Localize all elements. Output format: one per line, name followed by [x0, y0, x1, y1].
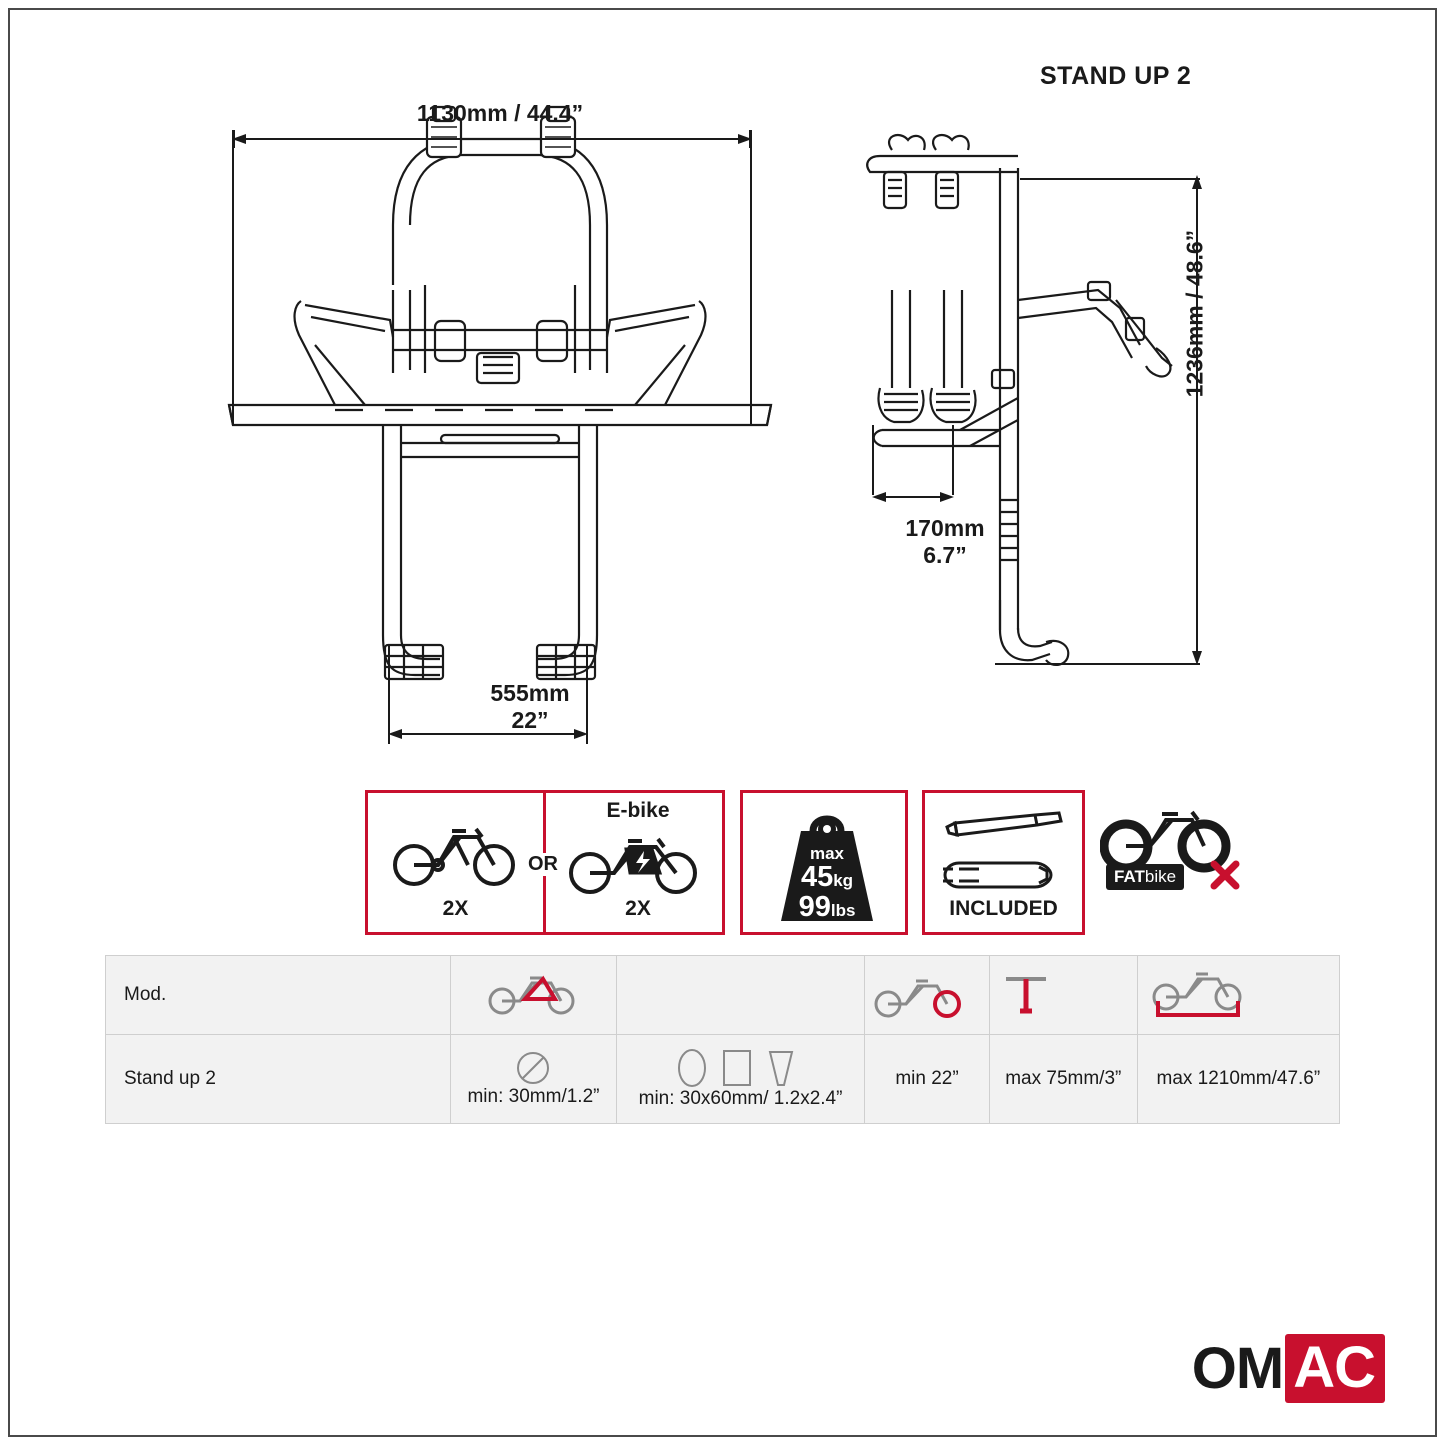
extension-line-spacing-left [872, 425, 874, 495]
page-title: STAND UP 2 [1040, 62, 1192, 90]
bike-count-label: 2X [442, 897, 469, 920]
table-header-row [106, 956, 1340, 1035]
dimension-width-bottom-line1: 555mm [490, 680, 570, 706]
dimension-spacing-line1: 170mm [905, 515, 985, 541]
table-row [106, 1035, 1340, 1124]
cell-tube-shapes [616, 1035, 864, 1124]
cell-tube-round-text: min: 30mm/1.2” [467, 1086, 600, 1107]
extension-line-spacing-right [952, 425, 954, 495]
dimension-spacing-line2: 6.7” [923, 542, 967, 569]
table-header-mod: Mod. [106, 956, 451, 1035]
table-header-handlebar [989, 956, 1137, 1035]
extension-line-right-bottom [586, 646, 588, 744]
omac-logo [1192, 1334, 1385, 1403]
side-view-drawing [840, 130, 1200, 700]
cell-wheel: min 22” [865, 1035, 990, 1124]
extension-line-right-top [750, 130, 752, 426]
tools-included-box [922, 790, 1085, 935]
ebike-icon [566, 829, 706, 895]
extension-line-height-bottom [995, 663, 1200, 665]
max-lbs-value: 99 [798, 891, 831, 923]
or-label: OR [520, 853, 566, 876]
tools-included-label: INCLUDED [949, 897, 1058, 920]
extension-line-height-top [1020, 178, 1200, 180]
table-header-tube-round [451, 956, 617, 1035]
table-header-length [1137, 956, 1339, 1035]
dimension-spacing-line [872, 488, 954, 506]
max-label: max [809, 844, 845, 863]
max-kg-unit: kg [833, 871, 854, 890]
dimension-width-top-label: 1130mm / 44.4” [416, 100, 584, 126]
cell-length: max 1210mm/47.6” [1137, 1035, 1339, 1124]
logo-text-ac: AC [1285, 1334, 1385, 1403]
cell-handlebar: max 75mm/3” [989, 1035, 1137, 1124]
extension-line-left-bottom [388, 646, 390, 744]
cell-model: Stand up 2 [106, 1035, 451, 1124]
max-lbs-unit: lbs [830, 901, 856, 920]
logo-text-om: OM [1191, 1336, 1284, 1401]
table-header-wheel [865, 956, 990, 1035]
dimension-width-bottom-line2: 22” [511, 707, 549, 734]
dimension-height-label: 1236mm / 48.6” [1181, 229, 1208, 398]
max-weight-box [740, 790, 908, 935]
bicycle-icon [390, 817, 520, 887]
max-kg-value: 45 [800, 861, 834, 893]
specification-table [105, 955, 1340, 1124]
fatbike-badge [1106, 864, 1184, 890]
fatbike-not-allowed [1100, 800, 1250, 925]
extension-line-left-top [232, 130, 234, 426]
cell-tube-shapes-text: min: 30x60mm/ 1.2x2.4” [638, 1088, 843, 1109]
bike-capacity-box [365, 790, 725, 935]
dimension-width-top-line [232, 130, 752, 148]
dimension-spacing-label [855, 515, 1035, 569]
cell-tube-round [451, 1035, 617, 1124]
max-kg-line [765, 863, 889, 892]
tools-icon [939, 807, 1074, 889]
max-lbs-line [765, 893, 889, 922]
table-header-tube-shapes [616, 956, 864, 1035]
front-view-drawing [215, 105, 785, 755]
ebike-title: E-bike [606, 799, 670, 822]
dimension-width-bottom-line [388, 725, 588, 743]
fatbike-label-2: bike [1144, 867, 1177, 886]
ebike-count-label: 2X [625, 897, 651, 920]
fatbike-cross-icon [1208, 858, 1242, 892]
fatbike-label-1: FAT [1114, 867, 1145, 886]
